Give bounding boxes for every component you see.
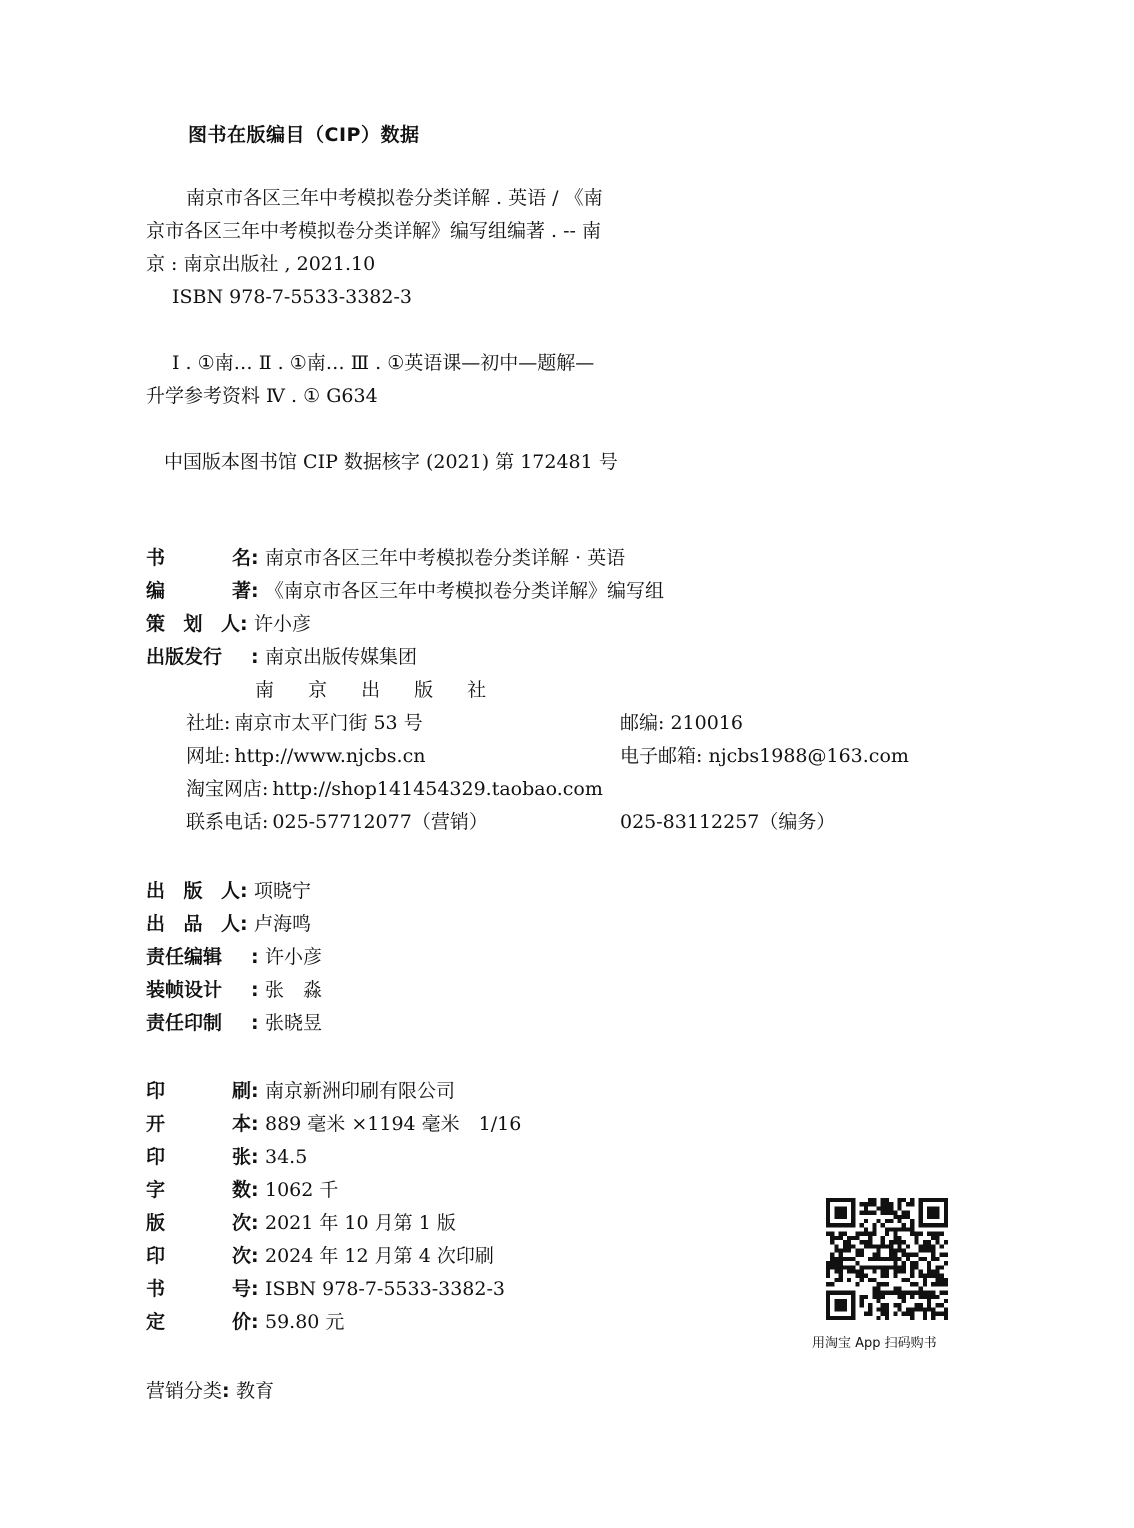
address-row: 社址 : 南京市太平门街 53 号 邮编: 210016 (146, 707, 966, 740)
postcode-label: 邮编 (620, 712, 659, 734)
taobao-link: http://shop141454329.taobao.com (272, 778, 603, 800)
planner: 许小彦 (254, 613, 312, 635)
field-label: 出版发行 (146, 646, 223, 668)
marketing-label: 营销分类 (146, 1380, 223, 1402)
publisher-name-row (146, 674, 966, 707)
qr-caption: 用淘宝 App 扫码购书 (812, 1336, 937, 1351)
cip-line: 升学参考资料 Ⅳ . ① G634 (146, 385, 378, 407)
cip-heading: 图书在版编目（CIP）数据 (188, 124, 420, 146)
staff-list (146, 875, 966, 1040)
spec-value: 59.80 元 (265, 1311, 345, 1333)
phone-row: 联系电话 : 025-57712077（营销） 025-83112257（编务） (146, 806, 966, 839)
spec-value: 889 毫米 ×1194 毫米 1/16 (265, 1113, 522, 1135)
postcode-field: 邮编: 210016 (620, 712, 743, 734)
field-label: 开 本 (146, 1113, 251, 1135)
marketing-value: 教育 (236, 1380, 275, 1402)
cip-line: 京市各区三年中考模拟卷分类详解》编写组编著 . -- 南 (146, 220, 601, 242)
spec-row: 开 本 : 889 毫米 ×1194 毫米 1/16 (146, 1108, 966, 1141)
field-label: 印 次 (146, 1245, 251, 1267)
publisher-row: 出版发行 : 南京出版传媒集团 (146, 641, 966, 674)
spec-value: 1062 千 (265, 1179, 339, 1201)
staff-value: 张 淼 (265, 979, 323, 1001)
spec-value: 南京新洲印刷有限公司 (265, 1080, 456, 1102)
field-label: 出 品 人 (146, 913, 240, 935)
email-field: 电子邮箱: njcbs1988@163.com (620, 745, 909, 767)
field-label: 编 著 (146, 580, 251, 602)
field-label: 书 号 (146, 1278, 251, 1300)
cip-record (146, 182, 686, 479)
spec-row: 定 价 : 59.80 元 (146, 1306, 966, 1339)
field-label: 定 价 (146, 1311, 251, 1333)
staff-value: 张晓昱 (265, 1012, 323, 1034)
spec-value: 2021 年 10 月第 1 版 (265, 1212, 456, 1234)
marketing-row: 营销分类 : 教育 (146, 1375, 966, 1408)
taobao-label: 淘宝网店 (186, 778, 263, 800)
phone-editorial: 025-83112257（编务） (620, 811, 836, 833)
website-label: 网址 (186, 745, 225, 767)
staff-row: 责任编辑 : 许小彦 (146, 941, 966, 974)
field-label: 出 版 人 (146, 880, 240, 902)
website-link: http://www.njcbs.cn (234, 745, 426, 767)
staff-value: 卢海鸣 (254, 913, 312, 935)
email-label: 电子邮箱 (620, 745, 697, 767)
field-label: 策 划 人 (146, 613, 240, 635)
field-label: 书 名 (146, 547, 251, 569)
address: 南京市太平门街 53 号 (234, 712, 423, 734)
address-label: 社址 (186, 712, 225, 734)
staff-row: 责任印制 : 张晓昱 (146, 1007, 966, 1040)
phone-label: 联系电话 (186, 811, 263, 833)
field-label: 责任印制 (146, 1012, 223, 1034)
staff-value: 许小彦 (265, 946, 323, 968)
staff-row: 装帧设计 : 张 淼 (146, 974, 966, 1007)
marketing-category (146, 1375, 966, 1408)
field-label: 印 刷 (146, 1080, 251, 1102)
qr-code-icon (826, 1198, 948, 1320)
publisher-group: 南京出版传媒集团 (265, 646, 418, 668)
book-info (146, 542, 966, 839)
staff-row: 出 品 人 : 卢海鸣 (146, 908, 966, 941)
cip-line: Ⅰ . ①南… Ⅱ . ①南… Ⅲ . ①英语课—初中—题解— (172, 352, 595, 374)
cip-line: 南京市各区三年中考模拟卷分类详解 . 英语 / 《南 (186, 187, 603, 209)
spec-row: 印 张 : 34.5 (146, 1141, 966, 1174)
field-label: 装帧设计 (146, 979, 223, 1001)
website-row: 网址 : http://www.njcbs.cn 电子邮箱: njcbs1988@163.com (146, 740, 966, 773)
book-title: 南京市各区三年中考模拟卷分类详解 · 英语 (265, 547, 626, 569)
spec-value: 2024 年 12 月第 4 次印刷 (265, 1245, 494, 1267)
planner-row: 策 划 人 : 许小彦 (146, 608, 966, 641)
staff-value: 项晓宁 (254, 880, 312, 902)
field-label: 印 张 (146, 1146, 251, 1168)
postcode: 210016 (670, 712, 743, 734)
publisher-name: 南 京 出 版 社 (255, 679, 501, 701)
book-author: 《南京市各区三年中考模拟卷分类详解》编写组 (265, 580, 665, 602)
phone-marketing: 025-57712077（营销） (272, 811, 488, 833)
field-label: 字 数 (146, 1179, 251, 1201)
field-label: 责任编辑 (146, 946, 223, 968)
staff-row: 出 版 人 : 项晓宁 (146, 875, 966, 908)
field-label: 版 次 (146, 1212, 251, 1234)
cip-approval-number: 中国版本图书馆 CIP 数据核字 (2021) 第 172481 号 (164, 451, 618, 473)
book-title-row: 书 名 : 南京市各区三年中考模拟卷分类详解 · 英语 (146, 542, 966, 575)
spec-row: 印 刷 : 南京新洲印刷有限公司 (146, 1075, 966, 1108)
spec-row: 书 号 : ISBN 978-7-5533-3382-3 (146, 1273, 966, 1306)
spec-value: ISBN 978-7-5533-3382-3 (265, 1278, 505, 1300)
book-author-row: 编 著 : 《南京市各区三年中考模拟卷分类详解》编写组 (146, 575, 966, 608)
email: njcbs1988@163.com (708, 745, 909, 767)
spec-row: 印 次 : 2024 年 12 月第 4 次印刷 (146, 1240, 966, 1273)
cip-line: 京 : 南京出版社 , 2021.10 (146, 253, 376, 275)
taobao-row: 淘宝网店 : http://shop141454329.taobao.com (146, 773, 966, 806)
cip-isbn: ISBN 978-7-5533-3382-3 (172, 286, 412, 308)
spec-row: 版 次 : 2021 年 10 月第 1 版 (146, 1207, 966, 1240)
spec-row: 字 数 : 1062 千 (146, 1174, 966, 1207)
spec-value: 34.5 (265, 1146, 308, 1168)
